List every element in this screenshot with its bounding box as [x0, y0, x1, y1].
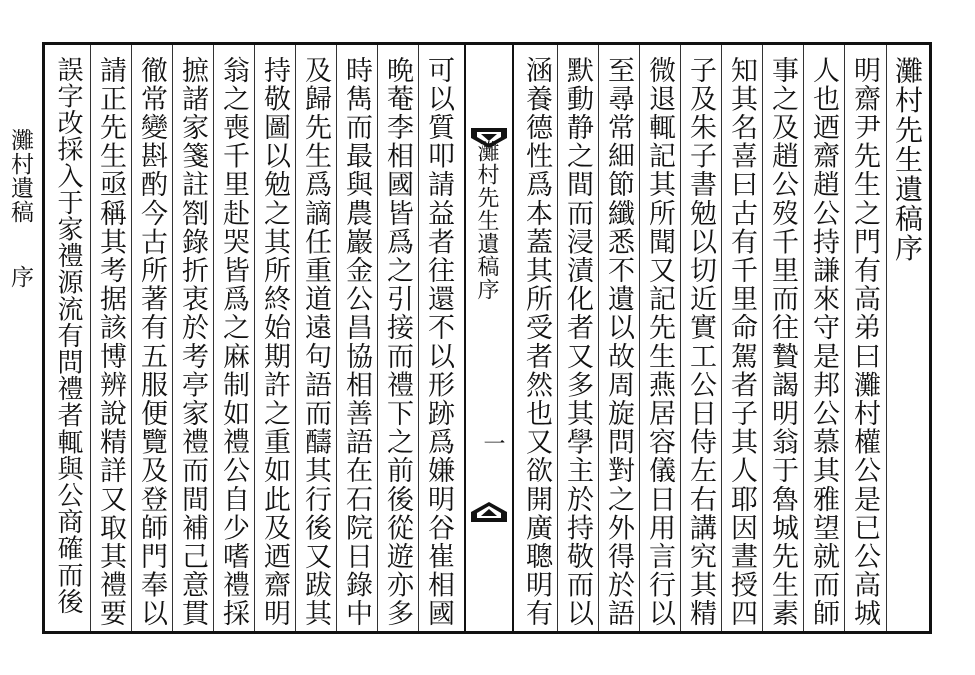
gutter-rule-right	[512, 45, 514, 631]
column-rule	[886, 45, 887, 631]
column-rule	[131, 45, 132, 631]
text-column-1: 明齋尹先生之門有高弟曰灘村權公是已公高城	[849, 56, 880, 628]
gutter-page-number: 一	[480, 432, 505, 455]
column-rule	[721, 45, 722, 631]
column-rule	[254, 45, 255, 631]
text-column-12: 時雋而最與農巖金公昌協相善語在石院日錄中	[341, 56, 372, 628]
text-column-11: 晩菴李相國皆爲之引接而禮下之前後從遊亦多	[382, 56, 413, 628]
column-rule	[844, 45, 845, 631]
side-label-book-title: 灘村遺稿	[7, 128, 33, 224]
fishtail-bottom-icon	[469, 500, 509, 524]
gutter-rule-left	[464, 45, 466, 631]
column-rule	[213, 45, 214, 631]
text-column-17: 徹常變斟酌今古所著有五服便覽及登師門奉以	[136, 56, 167, 628]
column-rule	[295, 45, 296, 631]
column-rule	[762, 45, 763, 631]
column-rule	[680, 45, 681, 631]
side-label-section: 序	[7, 265, 33, 289]
text-column-5: 子及朱子書勉以切近實工公日侍左右講究其精	[685, 56, 716, 628]
column-rule	[598, 45, 599, 631]
text-column-7: 至尋常細節纖悉不遺以故周旋問對之外得於語	[603, 56, 634, 628]
text-column-14: 持敬圖以勉之其所終始期許之重如此及迺齋明	[259, 56, 290, 628]
column-rule	[557, 45, 558, 631]
column-rule	[172, 45, 173, 631]
text-column-19: 誤字改採入于家禮源流有問禮者輒與公商確而後	[53, 56, 83, 615]
text-column-16: 摭諸家箋註劄錄折衷於考亭家禮而間補己意貫	[177, 56, 208, 628]
column-rule	[90, 45, 91, 631]
text-column-8: 默動静之間而浸漬化者又多其學主於持敬而以	[562, 56, 593, 628]
column-rule	[418, 45, 419, 631]
column-rule	[803, 45, 804, 631]
text-column-6: 微退輒記其所聞又記先生燕居容儀日用言行以	[644, 56, 675, 628]
column-rule	[639, 45, 640, 631]
text-column-18: 請正先生亟稱其考据該博辨說精詳又取其禮要	[95, 56, 126, 628]
column-rule	[377, 45, 378, 631]
text-column-4: 知其名喜曰古有千里命駕者子其人耶因晝授四	[726, 56, 757, 628]
text-column-10: 可以質叩請益者往還不以形跡爲嫌明谷崔相國	[423, 56, 454, 628]
text-column-9: 涵養德性爲本蓋其所受者然也又欲開廣聰明有	[521, 56, 552, 628]
gutter-title: 灘村先生遺稿序	[474, 140, 499, 301]
text-column-3: 事之及趙公歿千里而往贄謁明翁于魯城先生素	[767, 56, 798, 628]
text-column-13: 及歸先生爲謫任重道遠句語而醻其行後又跋其	[300, 56, 331, 628]
column-rule	[336, 45, 337, 631]
text-column-2: 人也迺齋趙公持謙來守是邦公慕其雅望就而師	[808, 56, 839, 628]
text-column-15: 翁之喪千里赴哭皆爲之麻制如禮公自少嗜禮採	[218, 56, 249, 628]
preface-title: 灘村先生遺稿序	[891, 56, 924, 264]
